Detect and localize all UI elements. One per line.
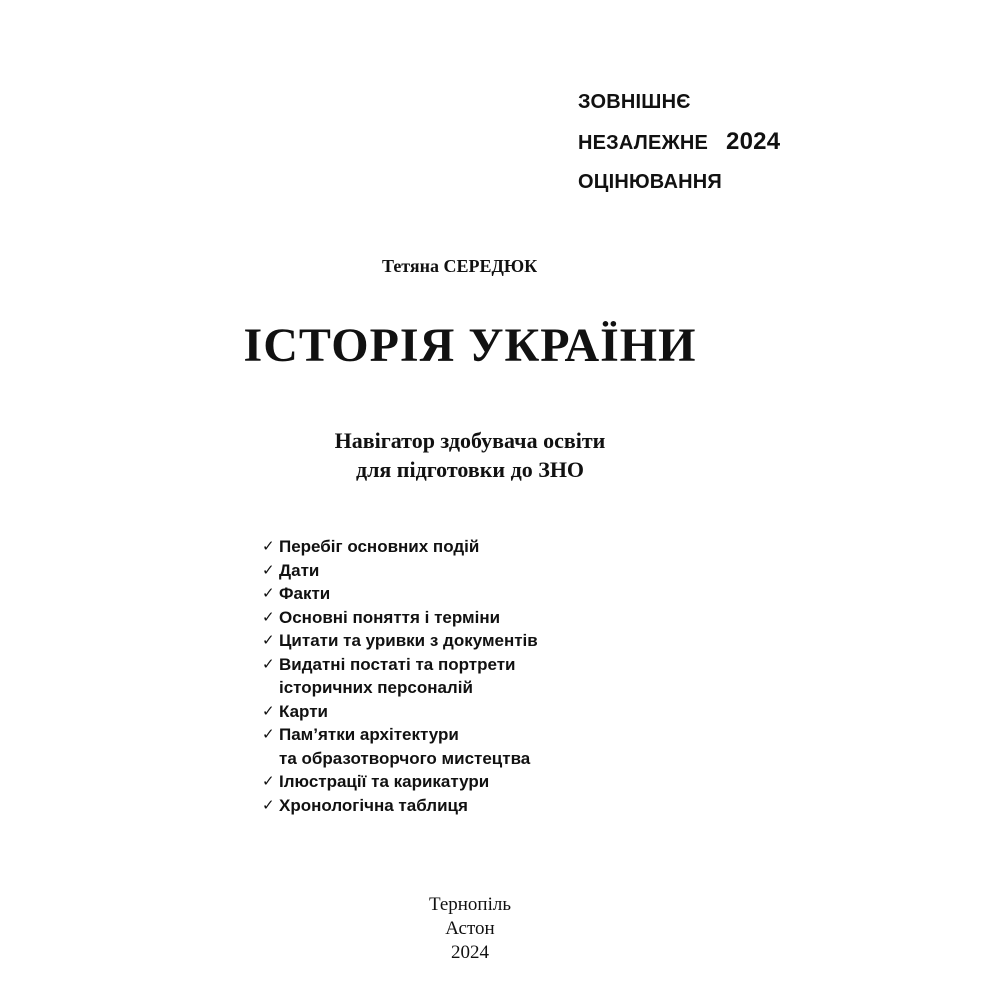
author-name: Тетяна СЕРЕДЮК [382, 256, 538, 276]
feature-item-label: Дати [279, 560, 320, 580]
feature-item [262, 606, 538, 630]
feature-item-label: Хронологічна таблиця [279, 795, 468, 815]
feature-item-label: та образотворчого мистецтва [279, 748, 531, 768]
publisher-name: Астон [445, 918, 495, 939]
exam-year: 2024 [726, 128, 781, 155]
feature-item [262, 653, 538, 700]
exam-line-2-text: НЕЗАЛЕЖНЕ [578, 132, 709, 154]
checkmark-icon: ✓ [262, 607, 275, 626]
checkmark-icon: ✓ [262, 584, 275, 602]
feature-item [262, 794, 538, 818]
exam-line-1: ЗОВНІШНЄ [578, 91, 691, 113]
feature-item [262, 535, 538, 559]
checkmark-icon: ✓ [262, 631, 275, 649]
feature-item [262, 700, 538, 724]
subtitle-line-2: для підготовки до ЗНО [355, 457, 585, 482]
feature-item [262, 629, 538, 653]
features-list [262, 535, 538, 817]
subtitle-line-1: Навігатор здобувача освіти [334, 428, 606, 453]
publisher-year: 2024 [451, 942, 489, 963]
exam-line-2 [578, 126, 780, 166]
feature-item-label: Пам’ятки архітектури [279, 725, 459, 744]
book-title: ІСТОРІЯ УКРАЇНИ [243, 319, 697, 372]
checkmark-icon: ✓ [262, 701, 275, 720]
feature-item-label: Ілюстрації та карикатури [279, 772, 490, 791]
feature-item-label: Карти [279, 701, 328, 721]
checkmark-icon: ✓ [262, 795, 275, 814]
feature-item [262, 770, 538, 794]
feature-item-label: Основні поняття і терміни [279, 607, 501, 627]
checkmark-icon: ✓ [262, 537, 275, 555]
checkmark-icon: ✓ [262, 772, 275, 790]
feature-item-label: Цитати та уривки з документів [279, 631, 538, 650]
checkmark-icon: ✓ [262, 654, 275, 673]
exam-block [578, 86, 780, 206]
feature-item [262, 559, 538, 583]
publisher-city: Тернопіль [428, 894, 512, 915]
publisher-block [0, 893, 940, 965]
exam-line-3: ОЦІНЮВАННЯ [578, 171, 722, 193]
feature-item-label: історичних персоналій [279, 678, 473, 697]
book-subtitle [0, 426, 940, 484]
feature-item-label: Видатні постаті та портрети [279, 654, 516, 674]
feature-item-label: Факти [279, 584, 331, 603]
checkmark-icon: ✓ [262, 725, 275, 743]
feature-item-label: Перебіг основних подій [279, 537, 480, 556]
feature-item [262, 723, 538, 770]
feature-item [262, 582, 538, 606]
checkmark-icon: ✓ [262, 560, 275, 579]
